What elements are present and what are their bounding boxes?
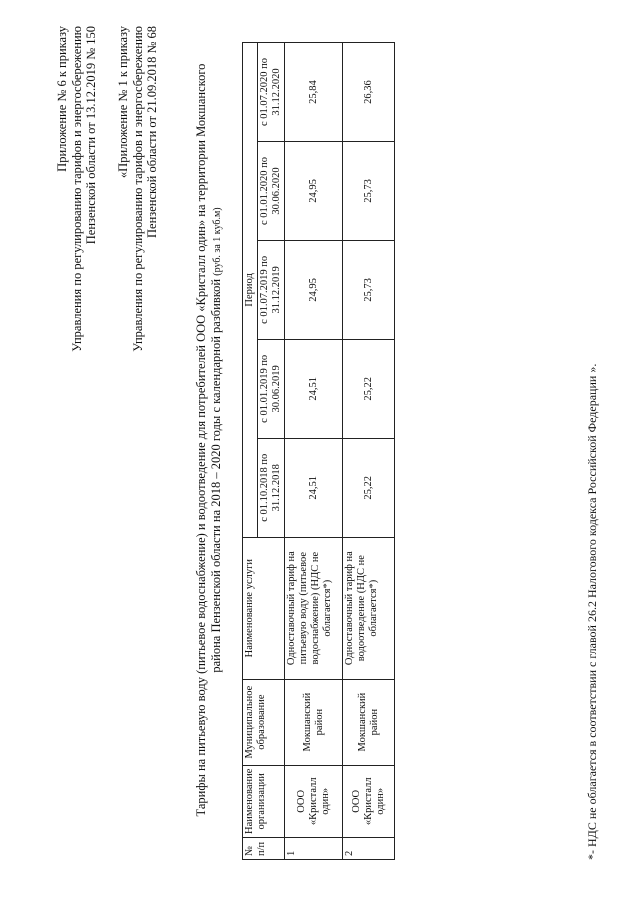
row-service: Одноставочный тариф на питьевую воду (питьевое водоснабжение) (НДС не облагается*): [285, 537, 343, 679]
document-sheet: [22, 0, 622, 880]
title-line-2: [209, 0, 226, 880]
column-header-municipality: Муниципальное образование: [243, 679, 285, 765]
footnote: *- НДС не облагается в соответствии с главой 26.2 Налогового кодекса Российской Федерации ».: [585, 363, 599, 860]
tariff-value: 25,22: [343, 339, 395, 438]
table-row: [343, 43, 395, 860]
appendix-header-original: [116, 26, 160, 352]
row-service: Одноставочный тариф на водоотведение (НДС не облагается*): [343, 537, 395, 679]
row-organization: ООО «Кристалл один»: [285, 765, 343, 837]
column-header-organization: Наименование организации: [243, 765, 285, 837]
column-header-num: № п/п: [243, 838, 285, 860]
tariff-value: 25,22: [343, 438, 395, 537]
row-num: 2: [343, 838, 395, 860]
document-title: [194, 0, 225, 880]
header-line: Пензенской области от 21.09.2018 № 68: [145, 26, 159, 238]
header-line: Управления по регулированию тарифов и энергосбережению: [69, 26, 84, 352]
column-header-period-4: с 01.01.2020 по 30.06.2020: [258, 142, 285, 241]
tariff-value: 26,36: [343, 43, 395, 142]
column-header-period-5: с 01.07.2020 по 31.12.2020: [258, 43, 285, 142]
header-line: Пензенской области от 13.12.2019 № 150: [84, 26, 98, 245]
tariff-value: 25,73: [343, 240, 395, 339]
column-header-period-2: с 01.01.2019 по 30.06.2019: [258, 339, 285, 438]
row-municipality: Мокшанский район: [285, 679, 343, 765]
tariff-value: 24,51: [285, 339, 343, 438]
header-line: Приложение № 6 к приказу: [55, 26, 69, 172]
title-line-1: Тарифы на питьевую воду (питьевое водоснабжение) и водоотведение для потребителей ООО «Кристалл один» на территории Мокшанского: [194, 63, 208, 817]
title-line-2-text: района Пензенской области на 2018 – 2020 годы с календарной разбивкой: [208, 278, 223, 673]
tariff-value: 24,51: [285, 438, 343, 537]
table-row: [285, 43, 343, 860]
row-num: 1: [285, 838, 343, 860]
appendix-header-current: [55, 26, 99, 352]
column-header-service: Наименование услуги: [243, 537, 285, 679]
tariff-value: 25,84: [285, 43, 343, 142]
column-header-period: Период: [243, 43, 258, 538]
header-line: «Приложение № 1 к приказу: [116, 26, 130, 179]
tariff-table: [242, 42, 395, 860]
title-unit: (руб. за 1 куб.м): [211, 207, 223, 276]
column-header-period-3: с 01.07.2019 по 31.12.2019: [258, 240, 285, 339]
row-organization: ООО «Кристалл один»: [343, 765, 395, 837]
tariff-value: 25,73: [343, 142, 395, 241]
tariff-value: 24,95: [285, 142, 343, 241]
row-municipality: Мокшанский район: [343, 679, 395, 765]
tariff-value: 24,95: [285, 240, 343, 339]
column-header-period-1: с 01.10.2018 по 31.12.2018: [258, 438, 285, 537]
header-line: Управления по регулированию тарифов и энергосбережению: [130, 26, 145, 352]
